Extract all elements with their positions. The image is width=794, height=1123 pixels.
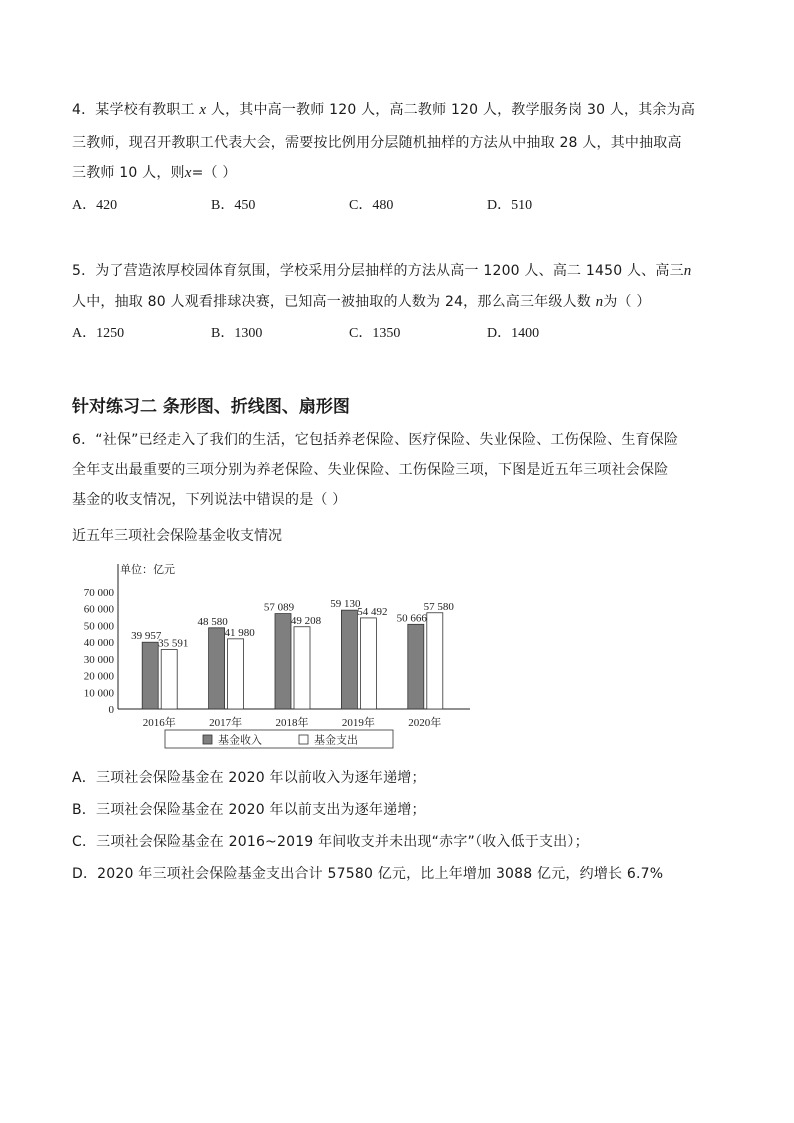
x-tick-label: 2018年	[275, 717, 309, 729]
data-label: 54 492	[357, 605, 388, 618]
data-label: 59 130	[330, 598, 361, 611]
y-tick-label: 70 000	[83, 587, 114, 599]
bar-chart	[70, 556, 490, 756]
bar-income	[408, 624, 424, 709]
q4-text: =（ ）	[191, 165, 237, 181]
data-label: 35 591	[158, 637, 189, 650]
bar-expense	[427, 613, 443, 709]
q5-option-a[interactable]: A．1250	[72, 326, 125, 341]
x-tick-label: 2017年	[209, 717, 243, 729]
q5-option-c[interactable]: C．1350	[349, 326, 401, 341]
q5-text: 人中，抽取 80 人观看排球决赛，已知高一被抽取的人数为 24，那么高三年级人数	[72, 294, 596, 310]
q6-line-3: 基金的收支情况，下列说法中错误的是（ ）	[72, 492, 347, 508]
data-label: 41 980	[224, 626, 255, 639]
chart-caption: 近五年三项社会保险基金收支情况	[72, 528, 282, 544]
bar-income	[209, 628, 225, 709]
bar-expense	[294, 627, 310, 709]
var-n: n	[595, 294, 604, 310]
q4-option-a[interactable]: A．420	[72, 198, 118, 213]
q6-line-1: 6．“社保”已经走入了我们的生活，它包括养老保险、医疗保险、失业保险、工伤保险、生育保险	[72, 432, 679, 448]
var-x: x	[184, 165, 192, 181]
data-label: 50 666	[396, 612, 427, 625]
q5-text: 为（ ）	[603, 294, 651, 310]
bar-expense	[228, 639, 244, 709]
section-heading: 针对练习二 条形图、折线图、扇形图	[72, 397, 350, 417]
y-tick-label: 20 000	[83, 670, 114, 683]
x-tick-label: 2019年	[341, 717, 375, 729]
bar-expense	[161, 650, 177, 709]
q5-option-d[interactable]: D．1400	[487, 326, 540, 341]
q6-line-2: 全年支出最重要的三项分别为养老保险、失业保险、工伤保险三项，下图是近五年三项社会保险	[72, 462, 669, 478]
legend-swatch	[299, 735, 308, 744]
bar-expense	[360, 618, 376, 709]
q5-line-2	[72, 292, 651, 312]
y-tick-label: 60 000	[83, 603, 114, 616]
legend-box	[165, 730, 393, 748]
q6-option-a[interactable]: A．三项社会保险基金在 2020 年以前收入为逐年递增；	[72, 770, 426, 786]
data-label: 49 208	[290, 614, 322, 627]
q6-option-d[interactable]: D．2020 年三项社会保险基金支出合计 57580 亿元，比上年增加 3088 亿元，约增长 6.7%	[72, 866, 664, 882]
y-tick-label: 30 000	[83, 653, 114, 666]
q5-option-b[interactable]: B．1300	[211, 326, 263, 341]
legend-label: 基金支出	[314, 734, 358, 747]
bar-income	[341, 610, 357, 709]
bar-income	[275, 614, 291, 709]
y-tick-label: 10 000	[83, 687, 114, 700]
q4-text: 4．某学校有教职工	[72, 102, 200, 118]
q4-option-d[interactable]: D．510	[487, 198, 533, 213]
q4-line-3	[72, 163, 237, 183]
data-label: 39 957	[131, 630, 162, 643]
q5-text: 5．为了营造浓厚校园体育氛围，学校采用分层抽样的方法从高一 1200 人、高二 1450 人、高三	[72, 263, 684, 279]
var-x: x	[199, 102, 207, 118]
q4-text: 人，其中高一教师 120 人，高二教师 120 人，教学服务岗 30 人，其余为高	[206, 102, 696, 118]
q6-option-c[interactable]: C．三项社会保险基金在 2016~2019 年间收支并未出现“赤字”（收入低于支出）；	[72, 834, 589, 850]
q5-line-1	[72, 261, 691, 281]
q4-option-c[interactable]: C．480	[349, 198, 394, 213]
bar-income	[142, 642, 158, 709]
unit-label: 单位：亿元	[120, 564, 175, 576]
q4-text: 三教师 10 人，则	[72, 165, 185, 181]
x-tick-label: 2020年	[408, 717, 442, 729]
q4-line-2: 三教师，现召开教职工代表大会，需要按比例用分层随机抽样的方法从中抽取 28 人，其中抽取高	[72, 135, 682, 151]
data-label: 48 580	[197, 615, 228, 628]
q4-option-b[interactable]: B．450	[211, 198, 256, 213]
y-tick-label: 40 000	[83, 637, 114, 650]
y-tick-label: 50 000	[83, 620, 114, 633]
var-n: n	[683, 263, 692, 279]
legend-swatch	[203, 735, 212, 744]
legend-label: 基金收入	[218, 734, 262, 747]
data-label: 57 580	[423, 600, 454, 613]
y-tick-label: 0	[108, 704, 114, 716]
x-tick-label: 2016年	[142, 717, 176, 729]
q4-line-1	[72, 100, 695, 120]
q6-option-b[interactable]: B．三项社会保险基金在 2020 年以前支出为逐年递增；	[72, 802, 426, 818]
data-label: 57 089	[263, 601, 295, 614]
